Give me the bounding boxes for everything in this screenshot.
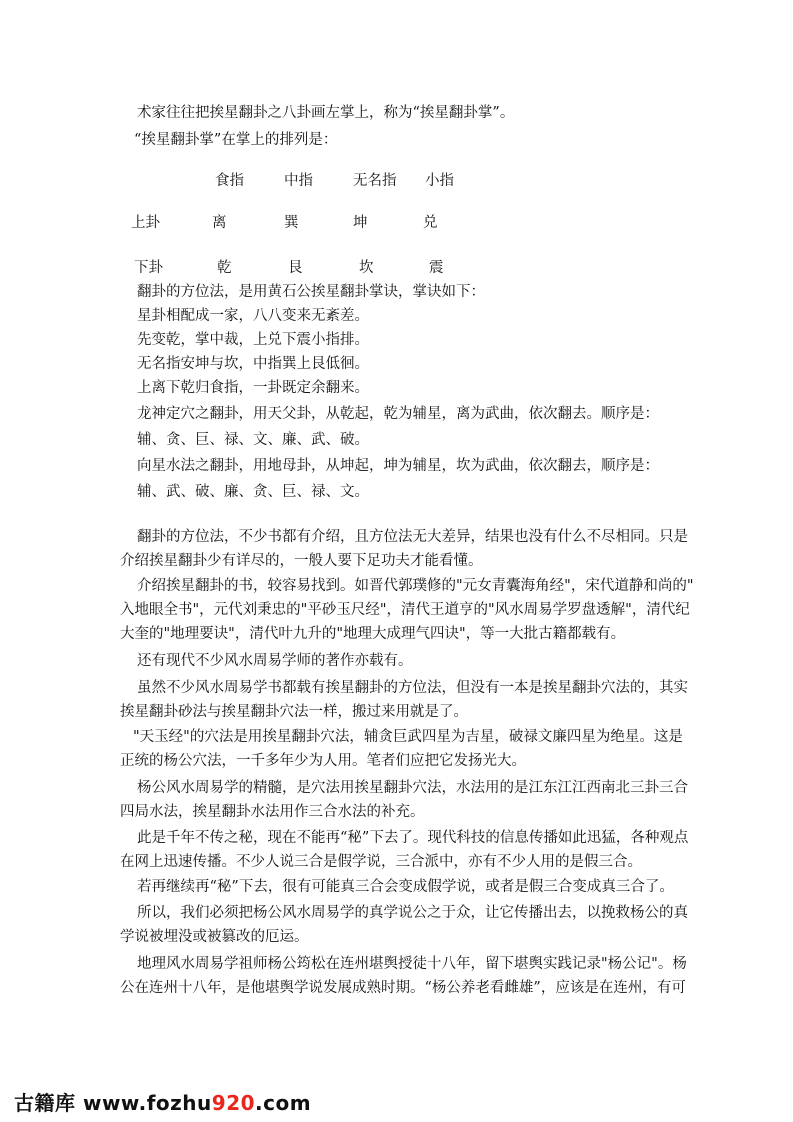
body-line: 若再继续再“秘”下去，很有可能真三合会变成假学说，或者是假三合变成真三合了。 [137,879,674,895]
site-url-accent: 920 [211,1091,256,1115]
site-watermark [14,1090,311,1116]
body-line: 地理风水周易学祖师杨公筠松在连州堪舆授徒十八年，留下堪舆实践记录"杨公记"。杨 [137,956,687,972]
method-line: 辅、贪、巨、禄、文、廉、武、破。 [137,432,369,448]
body-line: 杨公风水周易学的精髓，是穴法用挨星翻卦穴法，水法用的是江东江江西南北三卦三合 [137,780,688,796]
body-line: 学说被埋没或被篡改的厄运。 [120,929,309,945]
finger-header-middle: 中指 [284,173,313,189]
upper-cell-ring: 坤 [353,215,368,231]
finger-header-ring: 无名指 [353,173,397,189]
method-line: 翻卦的方位法，是用黄石公挨星翻卦掌诀，掌诀如下： [137,284,485,300]
method-line: 龙神定穴之翻卦，用天父卦，从乾起，乾为辅星，离为武曲，依次翻去。顺序是： [137,406,659,422]
body-line: 还有现代不少风水周易学师的著作亦载有。 [137,653,413,669]
method-line: 星卦相配成一家，八八变来无紊差。 [137,308,369,324]
intro-line-2: “挨星翻卦掌”在掌上的排列是： [134,132,338,148]
upper-cell-little: 兑 [423,215,438,231]
upper-cell-index: 离 [212,215,227,231]
body-line: 所以，我们必须把杨公风水周易学的真学说公之于众，让它传播出去，以挽救杨公的真 [137,905,688,921]
site-url: www.fozhu920.com [82,1091,312,1115]
lower-cell-index: 乾 [217,260,232,276]
body-line: 介绍挨星翻卦的书，较容易找到。如晋代郭璞修的"元女青囊海角经"，宋代道静和尚的" [137,578,694,594]
method-line: 辅、武、破、廉、贪、巨、禄、文。 [137,484,369,500]
body-line: "天玉经"的穴法是用挨星翻卦穴法，辅贪巨武四星为吉星，破禄文廉四星为绝星。这是 [133,729,683,745]
lower-row-label: 下卦 [134,260,163,276]
lower-cell-little: 震 [429,260,444,276]
body-line: 大奎的"地理要诀"，清代叶九升的"地理大成理气四诀"，等一大批古籍都载有。 [120,626,626,642]
method-line: 先变乾，掌中裁，上兑下震小指排。 [137,332,369,348]
finger-header-index: 食指 [215,173,244,189]
lower-cell-ring: 坎 [359,260,374,276]
method-line: 上离下乾归食指，一卦既定余翻来。 [137,380,369,396]
upper-cell-middle: 巽 [284,215,299,231]
method-line: 无名指安坤与坎，中指巽上艮低徊。 [137,356,369,372]
body-line: 公在连州十八年，是他堪舆学说发展成熟时期。“杨公养老看雌雄”，应该是在连州，有可 [120,980,686,996]
upper-row-label: 上卦 [131,215,160,231]
body-line: 入地眼全书"，元代刘秉忠的"平砂玉尺经"，清代王道亨的"风水周易学罗盘透解"，清代纪 [120,602,690,618]
site-name: 古籍库 [14,1091,76,1115]
body-line: 介绍挨星翻卦少有详尽的，一般人要下足功夫才能看懂。 [120,553,483,569]
body-line: 翻卦的方位法，不少书都有介绍，且方位法无大差异，结果也没有什么不尽相同。只是 [137,529,688,545]
finger-header-little: 小指 [425,173,454,189]
body-line: 在网上迅速传播。不少人说三合是假学说，三合派中，亦有不少人用的是假三合。 [120,854,642,870]
body-line: 正统的杨公穴法，一千多年少为人用。笔者们应把它发扬光大。 [120,753,526,769]
body-line: 挨星翻卦砂法与挨星翻卦穴法一样，搬过来用就是了。 [120,704,468,720]
body-line: 四局水法，挨星翻卦水法用作三合水法的补充。 [120,804,425,820]
body-line: 虽然不少风水周易学书都载有挨星翻卦的方位法，但没有一本是挨星翻卦穴法的，其实 [137,680,688,696]
body-line: 此是千年不传之秘，现在不能再“秘”下去了。现代科技的信息传播如此迅猛，各种观点 [137,830,689,846]
lower-cell-middle: 艮 [288,260,303,276]
intro-line-1: 术家往往把挨星翻卦之八卦画左掌上，称为“挨星翻卦掌”。 [137,105,515,121]
method-line: 向星水法之翻卦，用地母卦，从坤起，坤为辅星，坎为武曲，依次翻去，顺序是： [137,458,659,474]
